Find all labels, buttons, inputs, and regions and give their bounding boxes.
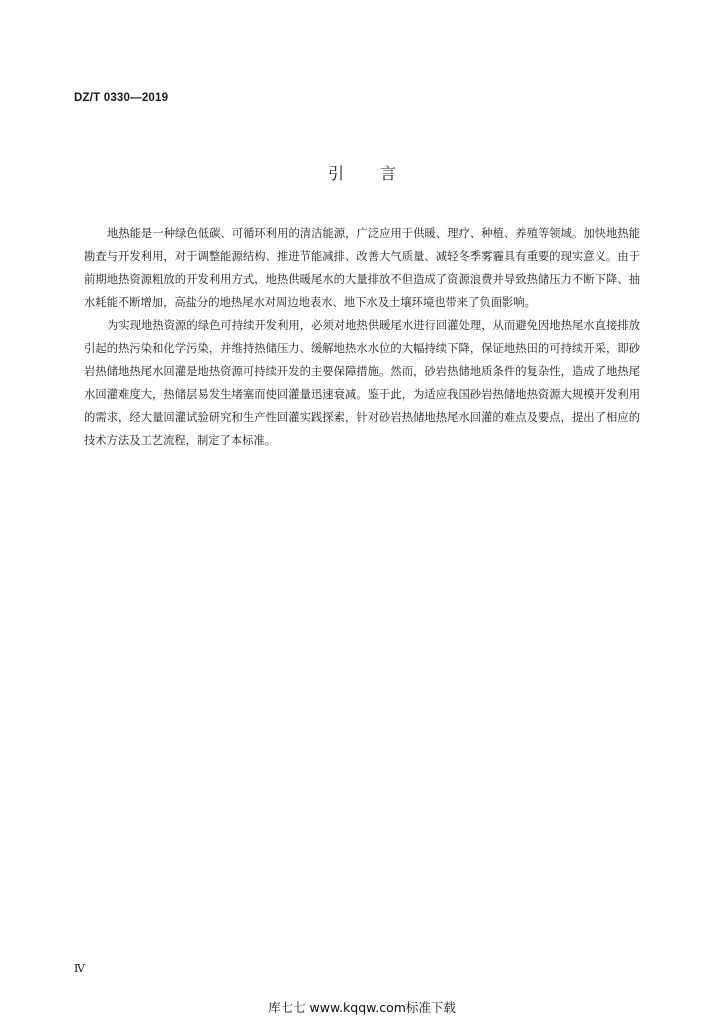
watermark-text: 库七七 www.kqqw.com标准下载 [268, 1000, 456, 1015]
paragraph-2: 为实现地热资源的绿色可持续开发利用，必须对地热供暖尾水进行回灌处理，从而避免因地热尾水直接排放引起的热污染和化学污染，并维持热储压力、缓解地热水水位的大幅持续下降，保证地热田的可持续开采，即砂岩热储地热尾水回灌是地热资源可持续开发的主要保障措施。然而，砂岩热储地质条件的复杂性，造成了地热尾水回灌难度大，热储层易发生堵塞而使回灌量迅速衰减。鉴于此，为适应我国砂岩热储地热资源大规模开发利用的需求，经大量回灌试验研究和生产性回灌实践探索，针对砂岩热储地热尾水回灌的难点及要点，提出了相应的技术方法及工艺流程，制定了本标准。 [84, 319, 640, 447]
body-text [84, 222, 640, 452]
page-number: Ⅳ [74, 962, 85, 975]
paragraph-1: 地热能是一种绿色低碳、可循环利用的清洁能源，广泛应用于供暖、理疗、种植、养殖等领域。加快地热能勘查与开发利用，对于调整能源结构、推进节能减排、改善大气质量、减轻冬季雾霾具有重要的现实意义。由于前期地热资源粗放的开发利用方式，地热供暖尾水的大量排放不但造成了资源浪费并导致热储压力不断下降、抽水耗能不断增加，高盐分的地热尾水对周边地表水、地下水及土壤环境也带来了负面影响。 [84, 227, 640, 309]
document-code: DZ/T 0330—2019 [74, 92, 169, 104]
section-title: 引言 [327, 164, 432, 183]
